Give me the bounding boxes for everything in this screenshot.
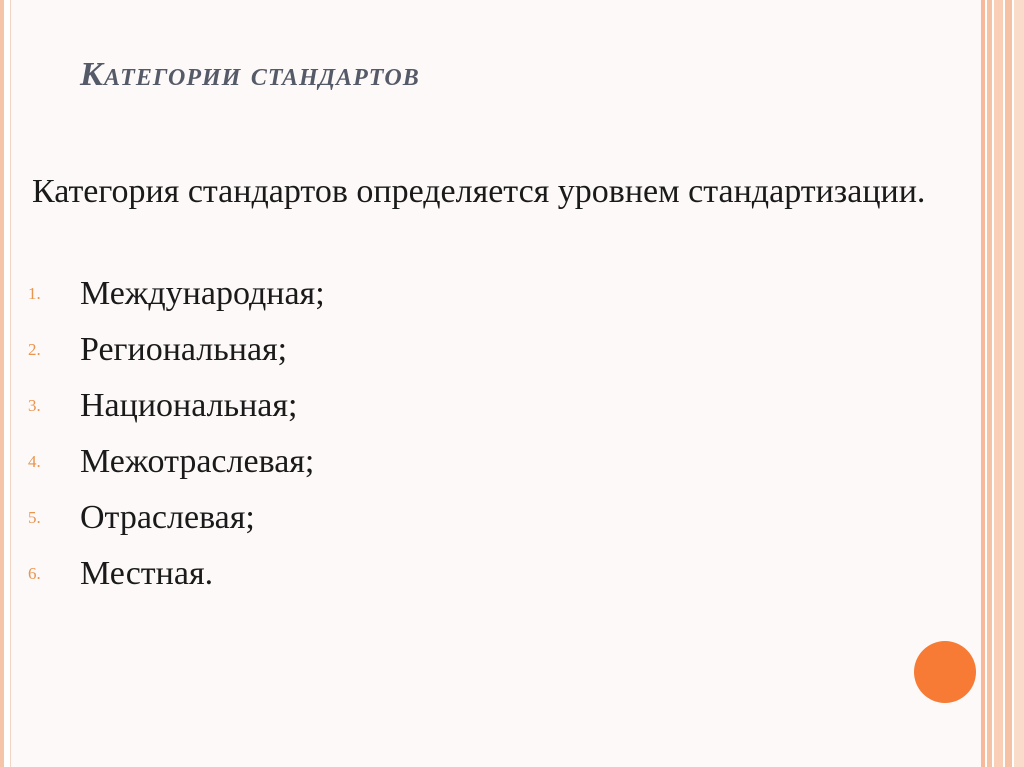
list-item [28, 322, 325, 378]
list-item [28, 266, 325, 322]
decor-stripe [1014, 0, 1024, 767]
decor-stripe [987, 0, 992, 767]
list-item-number: 1. [28, 284, 41, 303]
list-item-number: 3. [28, 396, 41, 415]
intro-text: Категория стандартов определяется уровнем стандартизации. [32, 173, 926, 210]
left-border [0, 0, 4, 767]
list-item [28, 546, 325, 602]
decor-stripe [994, 0, 1003, 767]
categories-list [28, 266, 325, 602]
list-item-text: Международная; [80, 275, 325, 312]
list-item-text: Национальная; [80, 387, 298, 424]
list-item [28, 434, 325, 490]
decor-stripe [1005, 0, 1012, 767]
slide-title: Категории стандартов [80, 56, 420, 93]
list-item-number: 2. [28, 340, 41, 359]
list-item [28, 490, 325, 546]
list-item-text: Местная. [80, 555, 214, 592]
list-item-number: 4. [28, 452, 41, 471]
list-item-number: 5. [28, 508, 41, 527]
orange-circle-icon [914, 641, 976, 703]
list-item-text: Отраслевая; [80, 499, 255, 536]
decor-stripe [981, 0, 985, 767]
list-item-number: 6. [28, 564, 41, 583]
list-item-text: Межотраслевая; [80, 443, 315, 480]
list-item-text: Региональная; [80, 331, 288, 368]
list-item [28, 378, 325, 434]
